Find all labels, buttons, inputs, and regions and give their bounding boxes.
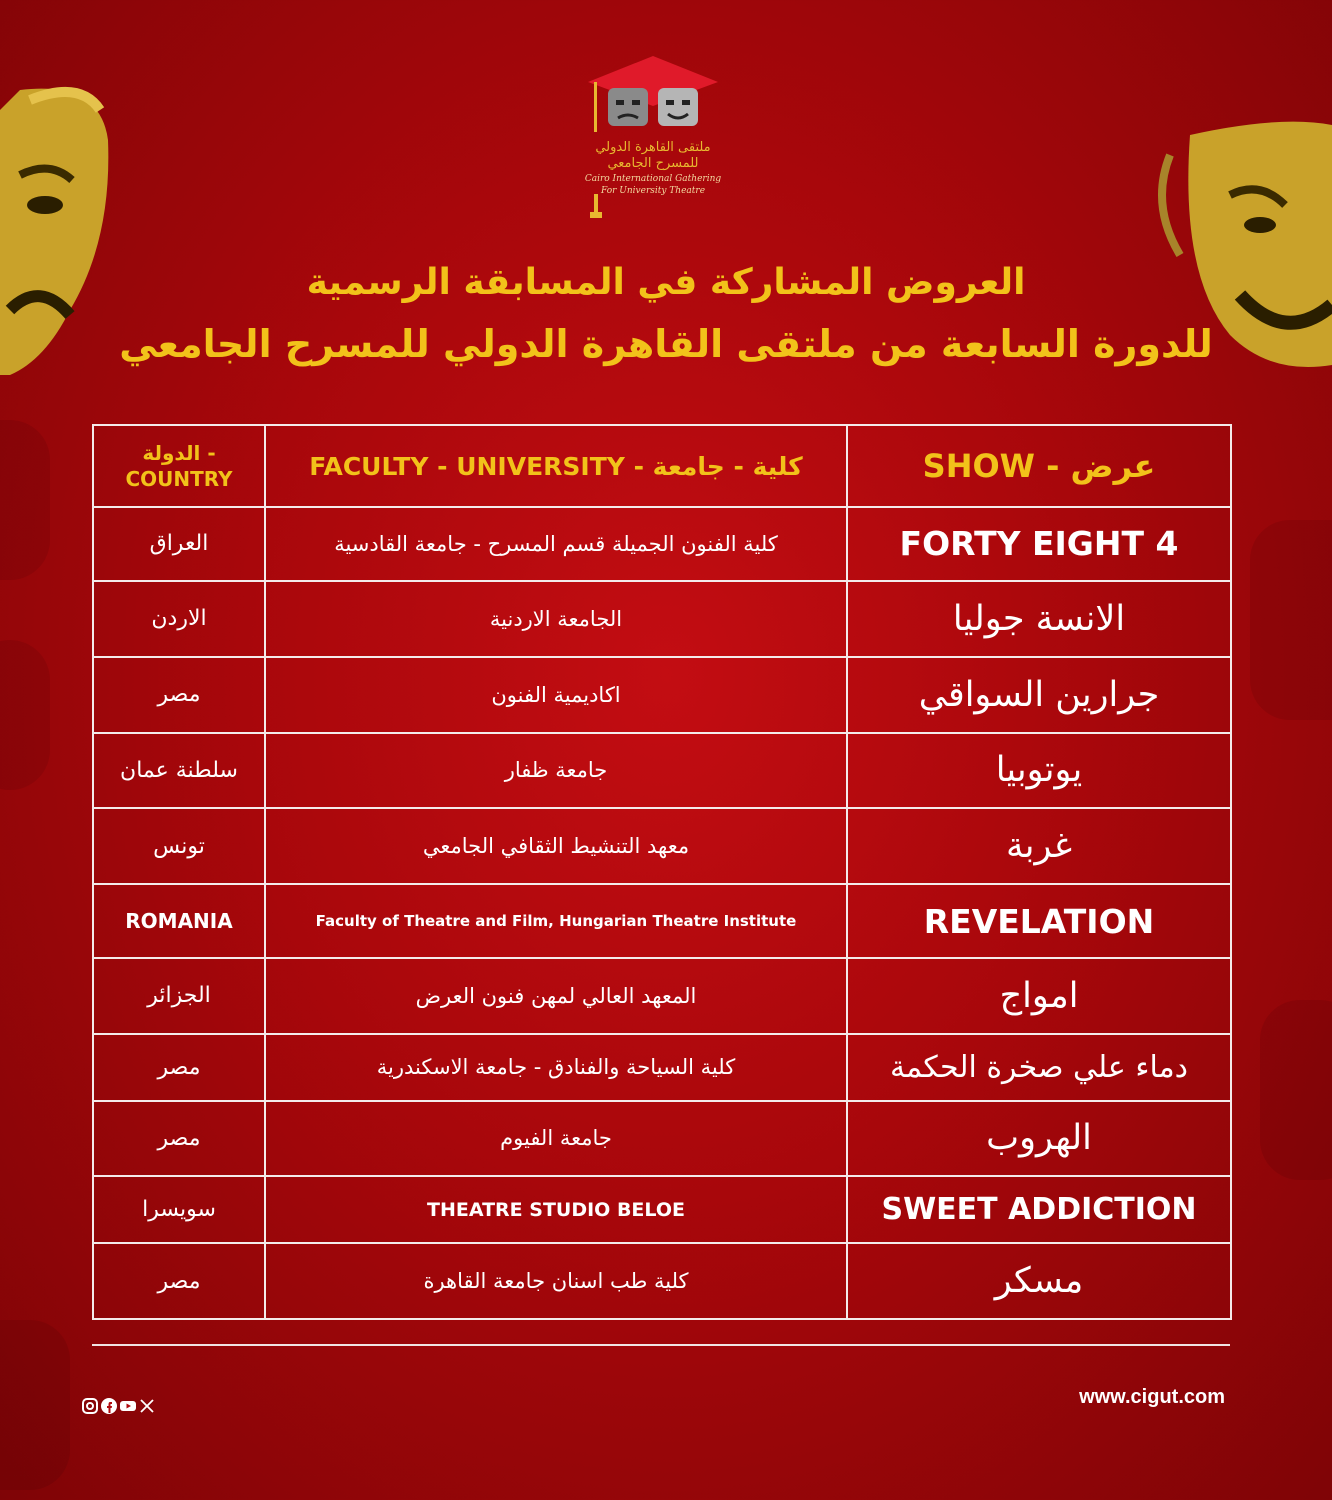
- cell-faculty: الجامعة الاردنية: [265, 581, 847, 657]
- table-row: [93, 884, 1231, 958]
- youtube-icon[interactable]: [120, 1398, 136, 1414]
- logo-arabic-line2: للمسرح الجامعي: [607, 156, 699, 171]
- header-country: الدولة - COUNTRY: [93, 425, 265, 507]
- cell-country: سويسرا: [93, 1176, 265, 1243]
- cell-show: غربة: [847, 808, 1231, 884]
- cell-show: جرارين السواقي: [847, 657, 1231, 733]
- cell-faculty: THEATRE STUDIO BELOE: [265, 1176, 847, 1243]
- table-row: [93, 657, 1231, 733]
- cell-show: الانسة جوليا: [847, 581, 1231, 657]
- cell-faculty: معهد التنشيط الثقافي الجامعي: [265, 808, 847, 884]
- website-link[interactable]: www.cigut.com: [1079, 1386, 1225, 1408]
- table-row: [93, 1243, 1231, 1319]
- mortarboard-masks-icon: [578, 52, 728, 142]
- cell-faculty: كلية الفنون الجميلة قسم المسرح - جامعة القادسية: [265, 507, 847, 581]
- page-title-line1: العروض المشاركة في المسابقة الرسمية: [306, 262, 1026, 303]
- header-faculty: FACULTY - UNIVERSITY - كلية - جامعة: [265, 425, 847, 507]
- cell-show: الهروب: [847, 1101, 1231, 1177]
- cell-show: REVELATION: [847, 884, 1231, 958]
- cell-country: مصر: [93, 657, 265, 733]
- logo-english-line1: Cairo International Gathering: [584, 174, 722, 184]
- background-shape: [0, 1320, 70, 1490]
- cell-country: الاردن: [93, 581, 265, 657]
- cell-country: تونس: [93, 808, 265, 884]
- logo-arabic-line1: ملتقى القاهرة الدولي: [595, 140, 711, 155]
- cell-country: مصر: [93, 1034, 265, 1101]
- cell-faculty: اكاديمية الفنون: [265, 657, 847, 733]
- logo-english-line2: For University Theatre: [600, 186, 706, 196]
- festival-logo: [578, 52, 728, 222]
- table-row: [93, 581, 1231, 657]
- background-shape: [1260, 1000, 1332, 1180]
- background-shape: [0, 640, 50, 790]
- cell-country: مصر: [93, 1243, 265, 1319]
- background-shape: [1250, 520, 1332, 720]
- table-row: [93, 507, 1231, 581]
- cell-faculty: كلية طب اسنان جامعة القاهرة: [265, 1243, 847, 1319]
- table-row: [93, 1176, 1231, 1243]
- shows-table: [92, 424, 1232, 1320]
- header-show: SHOW - عرض: [847, 425, 1231, 507]
- table-row: [93, 733, 1231, 809]
- cell-show: يوتوبيا: [847, 733, 1231, 809]
- cell-country: مصر: [93, 1101, 265, 1177]
- table-row: [93, 958, 1231, 1034]
- cell-show: امواج: [847, 958, 1231, 1034]
- cell-show: مسكر: [847, 1243, 1231, 1319]
- cell-show: SWEET ADDICTION: [847, 1176, 1231, 1243]
- cell-country: ROMANIA: [93, 884, 265, 958]
- cell-faculty: جامعة ظفار: [265, 733, 847, 809]
- table-row: [93, 808, 1231, 884]
- table-row: [93, 1034, 1231, 1101]
- page-title-line2: للدورة السابعة من ملتقى القاهرة الدولي للمسرح الجامعي: [119, 322, 1213, 366]
- footer-divider: [92, 1344, 1230, 1346]
- logo-tower-icon: [590, 194, 602, 218]
- cell-country: العراق: [93, 507, 265, 581]
- table-header-row: [93, 425, 1231, 507]
- cell-country: سلطنة عمان: [93, 733, 265, 809]
- cell-country: الجزائر: [93, 958, 265, 1034]
- cell-faculty: جامعة الفيوم: [265, 1101, 847, 1177]
- cell-faculty: المعهد العالي لمهن فنون العرض: [265, 958, 847, 1034]
- cell-faculty: كلية السياحة والفنادق - جامعة الاسكندرية: [265, 1034, 847, 1101]
- table-row: [93, 1101, 1231, 1177]
- instagram-icon[interactable]: [82, 1398, 98, 1414]
- x-icon[interactable]: [139, 1398, 155, 1414]
- facebook-icon[interactable]: [101, 1398, 117, 1414]
- social-links: [82, 1396, 155, 1416]
- background-shape: [0, 420, 50, 580]
- cell-show: FORTY EIGHT 4: [847, 507, 1231, 581]
- cell-faculty: Faculty of Theatre and Film, Hungarian Theatre Institute: [265, 884, 847, 958]
- cell-show: دماء علي صخرة الحكمة: [847, 1034, 1231, 1101]
